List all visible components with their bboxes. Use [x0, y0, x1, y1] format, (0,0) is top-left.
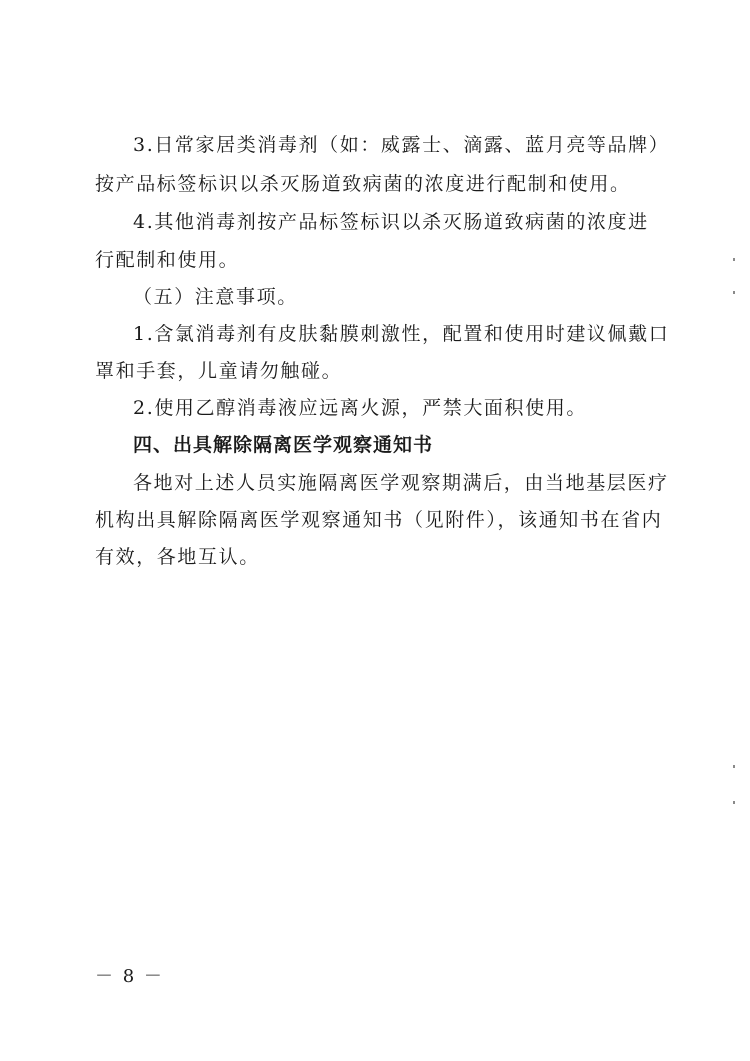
page-number: － 8 － [95, 966, 164, 987]
paragraph-3-line-1: 3.日常家居类消毒剂（如：威露士、滴露、蓝月亮等品牌） [133, 134, 670, 156]
paragraph-3-line-2: 按产品标签标识以杀灭肠道致病菌的浓度进行配制和使用。 [95, 173, 631, 195]
note-1-line-1: 1.含氯消毒剂有皮肤黏膜刺激性，配置和使用时建议佩戴口 [133, 323, 670, 345]
section-5-heading: （五）注意事项。 [133, 286, 298, 308]
scan-speck [733, 291, 735, 294]
scan-speck [733, 765, 735, 768]
note-2-line-1: 2.使用乙醇消毒液应远离火源，严禁大面积使用。 [133, 397, 587, 419]
closing-paragraph-line-3: 有效，各地互认。 [95, 546, 260, 568]
scan-speck [733, 258, 735, 261]
section-four-heading: 四、出具解除隔离医学观察通知书 [133, 434, 434, 456]
paragraph-4-line-1: 4.其他消毒剂按产品标签标识以杀灭肠道致病菌的浓度进 [133, 211, 649, 233]
closing-paragraph-line-1: 各地对上述人员实施隔离医学观察期满后，由当地基层医疗 [133, 472, 669, 494]
closing-paragraph-line-2: 机构出具解除隔离医学观察通知书（见附件），该通知书在省内 [95, 509, 663, 531]
note-1-line-2: 罩和手套，儿童请勿触碰。 [95, 360, 343, 382]
paragraph-4-line-2: 行配制和使用。 [95, 249, 240, 271]
scan-speck [733, 801, 735, 804]
